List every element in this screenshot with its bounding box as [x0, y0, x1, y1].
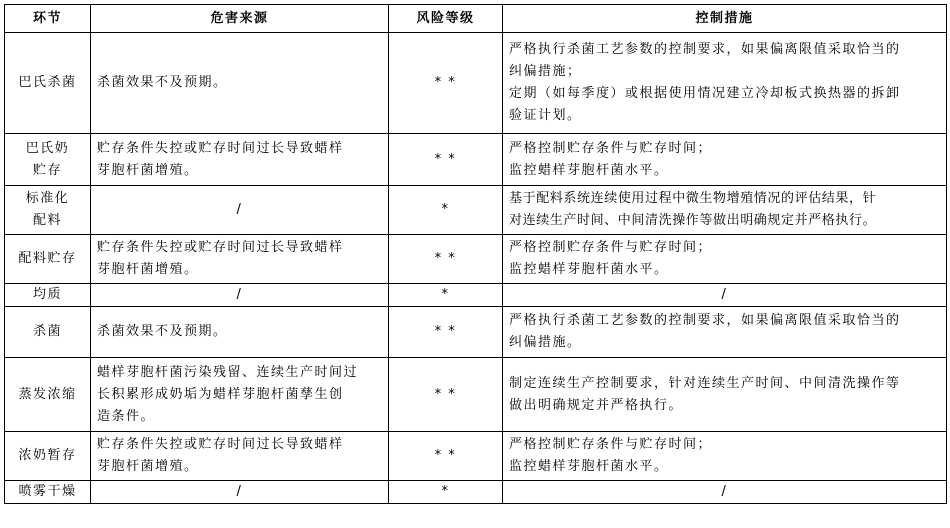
hazard-line: 杀菌效果不及预期。	[97, 75, 228, 90]
stage-line: 贮存	[32, 162, 62, 178]
risk-cell: * *	[389, 235, 503, 284]
control-line: 纠偏措施。	[509, 335, 582, 350]
hazard-line: 贮存条件失控或贮存时间过长导致蜡样	[97, 140, 344, 156]
hazard-cell	[91, 358, 389, 432]
stage-cell: 浓奶暂存	[5, 432, 91, 481]
hazard-cell: /	[91, 481, 389, 504]
control-cell: /	[503, 481, 947, 504]
control-line: 严格控制贮存条件与贮存时间；	[509, 140, 713, 156]
control-cell	[503, 307, 947, 358]
stage-cell: 蒸发浓缩	[5, 358, 91, 432]
hazard-line: 蜡样芽胞杆菌污染残留、连续生产时间过	[97, 364, 359, 380]
stage-line: 配料贮存	[18, 251, 77, 266]
stage-line: 标准化	[25, 191, 70, 206]
risk-cell: * *	[389, 307, 503, 358]
table-row	[5, 33, 947, 134]
header-stage: 环节	[5, 5, 91, 33]
control-line: 做出明确规定并严格执行。	[509, 397, 684, 413]
stage-line: 配料	[32, 213, 62, 228]
hazard-cell: /	[91, 284, 389, 307]
hazard-cell: 杀菌效果不及预期。	[91, 307, 389, 358]
control-line: 制定连续生产控制要求，针对连续生产时间、中间清洗操作等	[509, 375, 901, 391]
header-hazard: 危害来源	[91, 5, 389, 33]
control-cell	[503, 432, 947, 481]
hazard-line: 芽胞杆菌增殖。	[97, 162, 199, 178]
control-line: 监控蜡样芽胞杆菌水平。	[509, 162, 669, 178]
control-line: 定期（如每季度）或根据使用情况建立冷却板式换热器的拆卸	[509, 86, 901, 101]
hazard-line: 芽胞杆菌增殖。	[97, 459, 199, 474]
control-line: 严格执行杀菌工艺参数的控制要求，如果偏离限值采取恰当的	[509, 313, 901, 328]
hazard-line: 造条件。	[97, 408, 156, 424]
table-row	[5, 235, 947, 284]
header-row	[5, 5, 947, 33]
table-row	[5, 186, 947, 235]
control-line: 纠偏措施；	[509, 64, 582, 79]
table-row	[5, 307, 947, 358]
hazard-cell	[91, 235, 389, 284]
control-line: 监控蜡样芽胞杆菌水平。	[509, 459, 669, 474]
risk-cell: * *	[389, 134, 503, 186]
hazard-table	[4, 4, 947, 504]
stage-cell: 喷雾干燥	[5, 481, 91, 504]
control-cell: /	[503, 284, 947, 307]
risk-cell: * *	[389, 33, 503, 134]
table-row	[5, 432, 947, 481]
risk-cell: *	[389, 284, 503, 307]
hazard-line: 芽胞杆菌增殖。	[97, 262, 199, 277]
stage-line: 巴氏杀菌	[18, 75, 77, 90]
table-row	[5, 284, 947, 307]
stage-cell: 均质	[5, 284, 91, 307]
stage-cell	[5, 186, 91, 235]
header-control: 控制措施	[503, 5, 947, 33]
hazard-line: 贮存条件失控或贮存时间过长导致蜡样	[97, 240, 344, 255]
control-line: 严格控制贮存条件与贮存时间；	[509, 240, 713, 255]
table-row	[5, 481, 947, 504]
table-row	[5, 358, 947, 432]
hazard-line: 贮存条件失控或贮存时间过长导致蜡样	[97, 437, 344, 452]
header-risk: 风险等级	[389, 5, 503, 33]
hazard-cell	[91, 432, 389, 481]
risk-cell: *	[389, 481, 503, 504]
control-line: 基于配料系统连续使用过程中微生物增殖情况的评估结果，针	[509, 191, 877, 206]
stage-line: 巴氏奶	[25, 140, 70, 156]
risk-cell: * *	[389, 432, 503, 481]
control-line: 严格控制贮存条件与贮存时间；	[509, 437, 713, 452]
stage-cell	[5, 134, 91, 186]
control-cell	[503, 358, 947, 432]
control-cell	[503, 186, 947, 235]
risk-cell: *	[389, 186, 503, 235]
control-cell	[503, 235, 947, 284]
control-line: 对连续生产时间、中间清洗操作等做出明确规定并严格执行。	[509, 213, 877, 228]
hazard-cell: /	[91, 186, 389, 235]
risk-cell: * *	[389, 358, 503, 432]
control-cell	[503, 33, 947, 134]
hazard-cell	[91, 33, 389, 134]
stage-cell	[5, 235, 91, 284]
hazard-cell	[91, 134, 389, 186]
control-cell	[503, 134, 947, 186]
stage-cell	[5, 33, 91, 134]
control-line: 严格执行杀菌工艺参数的控制要求，如果偏离限值采取恰当的	[509, 42, 901, 57]
control-line: 监控蜡样芽胞杆菌水平。	[509, 262, 669, 277]
stage-cell: 杀菌	[5, 307, 91, 358]
table-row	[5, 134, 947, 186]
hazard-line: 长积累形成奶垢为蜡样芽胞杆菌孳生创	[97, 386, 344, 402]
control-line: 验证计划。	[509, 108, 582, 123]
